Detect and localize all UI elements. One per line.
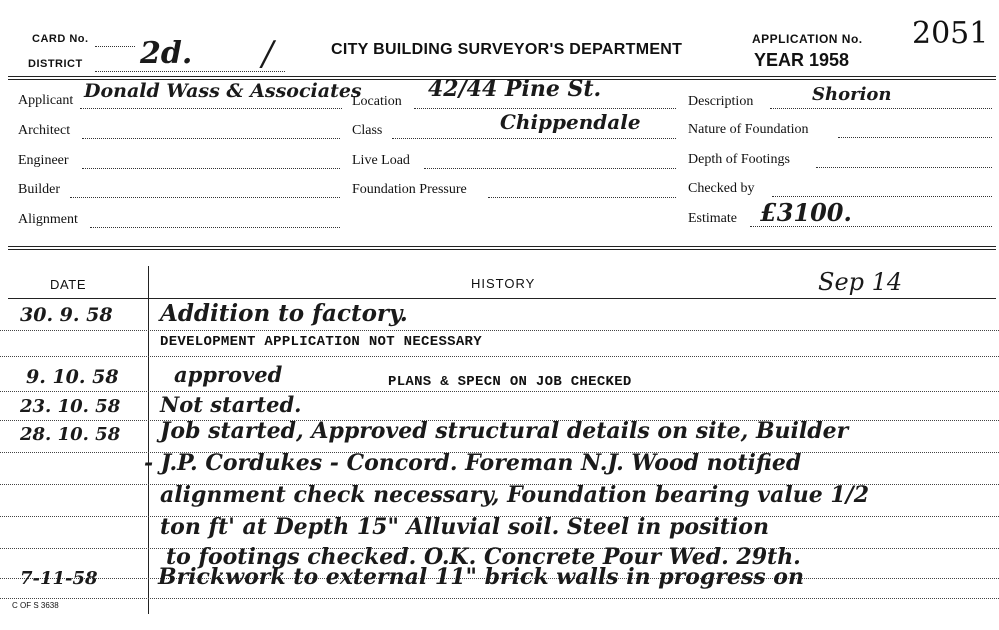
row-rule: [0, 356, 999, 357]
form-code: C OF S 3638: [12, 601, 59, 610]
applicant-value: Donald Wass & Associates: [84, 80, 362, 102]
live-load-label: Live Load: [352, 153, 410, 168]
live-load-dots: [424, 168, 676, 169]
table-top-rule: [8, 246, 996, 247]
row-2-date: 9. 10. 58: [26, 366, 119, 388]
architect-label: Architect: [18, 123, 71, 138]
row-3-date: 23. 10. 58: [20, 396, 121, 417]
district-dots: [95, 71, 285, 72]
card-no-dots: [95, 46, 135, 47]
date-header: DATE: [50, 277, 87, 292]
row-rule: [0, 391, 999, 392]
row-rule: [0, 598, 999, 599]
row-3-text: Not started.: [160, 392, 302, 417]
depth-dots: [816, 167, 992, 168]
foundation-pressure-dots: [488, 197, 676, 198]
checked-by-label: Checked by: [688, 181, 755, 196]
row-9-text: Brickwork to external 11" brick walls in progress on: [158, 564, 804, 590]
row-4-date: 28. 10. 58: [20, 424, 121, 445]
nature-dots: [838, 137, 992, 138]
card-no-label: CARD No.: [32, 33, 89, 45]
description-dots: [770, 108, 992, 109]
row-4-text: Job started, Approved structural details on site, Builder: [160, 418, 849, 444]
row-2-text-typed: PLANS & SPECN ON JOB CHECKED: [388, 374, 632, 390]
description-label: Description: [688, 94, 754, 109]
district-label: DISTRICT: [28, 58, 83, 70]
estimate-label: Estimate: [688, 211, 737, 226]
row-2-text: approved: [174, 362, 283, 387]
row-8-text: to footings checked. O.K. Concrete Pour Wed. 29th.: [166, 544, 801, 570]
description-value: Shorion: [812, 84, 892, 105]
row-0-text: Addition to factory.: [160, 300, 408, 327]
nature-of-foundation-label: Nature of Foundation: [688, 122, 809, 137]
row-9-date: 7-11-58: [20, 568, 98, 589]
department-title: CITY BUILDING SURVEYOR'S DEPARTMENT: [331, 41, 683, 58]
date-column-divider: [148, 266, 149, 614]
table-top-rule-2: [8, 249, 996, 250]
row-0-date: 30. 9. 58: [20, 304, 113, 326]
engineer-label: Engineer: [18, 153, 69, 168]
district-value: 2d.: [140, 36, 193, 71]
checked-by-dots: [772, 196, 992, 197]
class-dots: [392, 138, 676, 139]
depth-of-footings-label: Depth of Footings: [688, 152, 790, 167]
application-label: APPLICATION No.: [752, 32, 863, 46]
slash-mark: /: [262, 34, 274, 74]
alignment-dots: [90, 227, 340, 228]
foundation-pressure-label: Foundation Pressure: [352, 182, 467, 197]
table-header-rule: [8, 298, 996, 299]
row-6-text: alignment check necessary, Foundation bearing value 1/2: [160, 482, 870, 508]
alignment-label: Alignment: [18, 212, 78, 227]
row-5-text: - J.P. Cordukes - Concord. Foreman N.J. Wood notified: [144, 450, 802, 476]
year-label: YEAR 1958: [754, 50, 850, 70]
location-value-2: Chippendale: [500, 110, 641, 134]
applicant-label: Applicant: [18, 93, 74, 108]
row-1-text: DEVELOPMENT APPLICATION NOT NECESSARY: [160, 334, 482, 350]
row-7-text: ton ft' at Depth 15" Alluvial soil. Steel in position: [160, 514, 769, 540]
location-dots: [414, 108, 676, 109]
estimate-value: £3100.: [760, 198, 852, 227]
application-number: 2051: [912, 16, 989, 51]
engineer-dots: [82, 168, 340, 169]
location-value: 42/44 Pine St.: [428, 76, 602, 102]
applicant-dots: [80, 108, 342, 109]
builder-dots: [70, 197, 340, 198]
history-header: HISTORY: [471, 276, 536, 291]
builder-label: Builder: [18, 182, 60, 197]
architect-dots: [82, 138, 340, 139]
row-rule: [0, 330, 999, 331]
location-label: Location: [352, 94, 402, 109]
margin-note: Sep 14: [818, 268, 903, 296]
class-label: Class: [352, 123, 383, 138]
